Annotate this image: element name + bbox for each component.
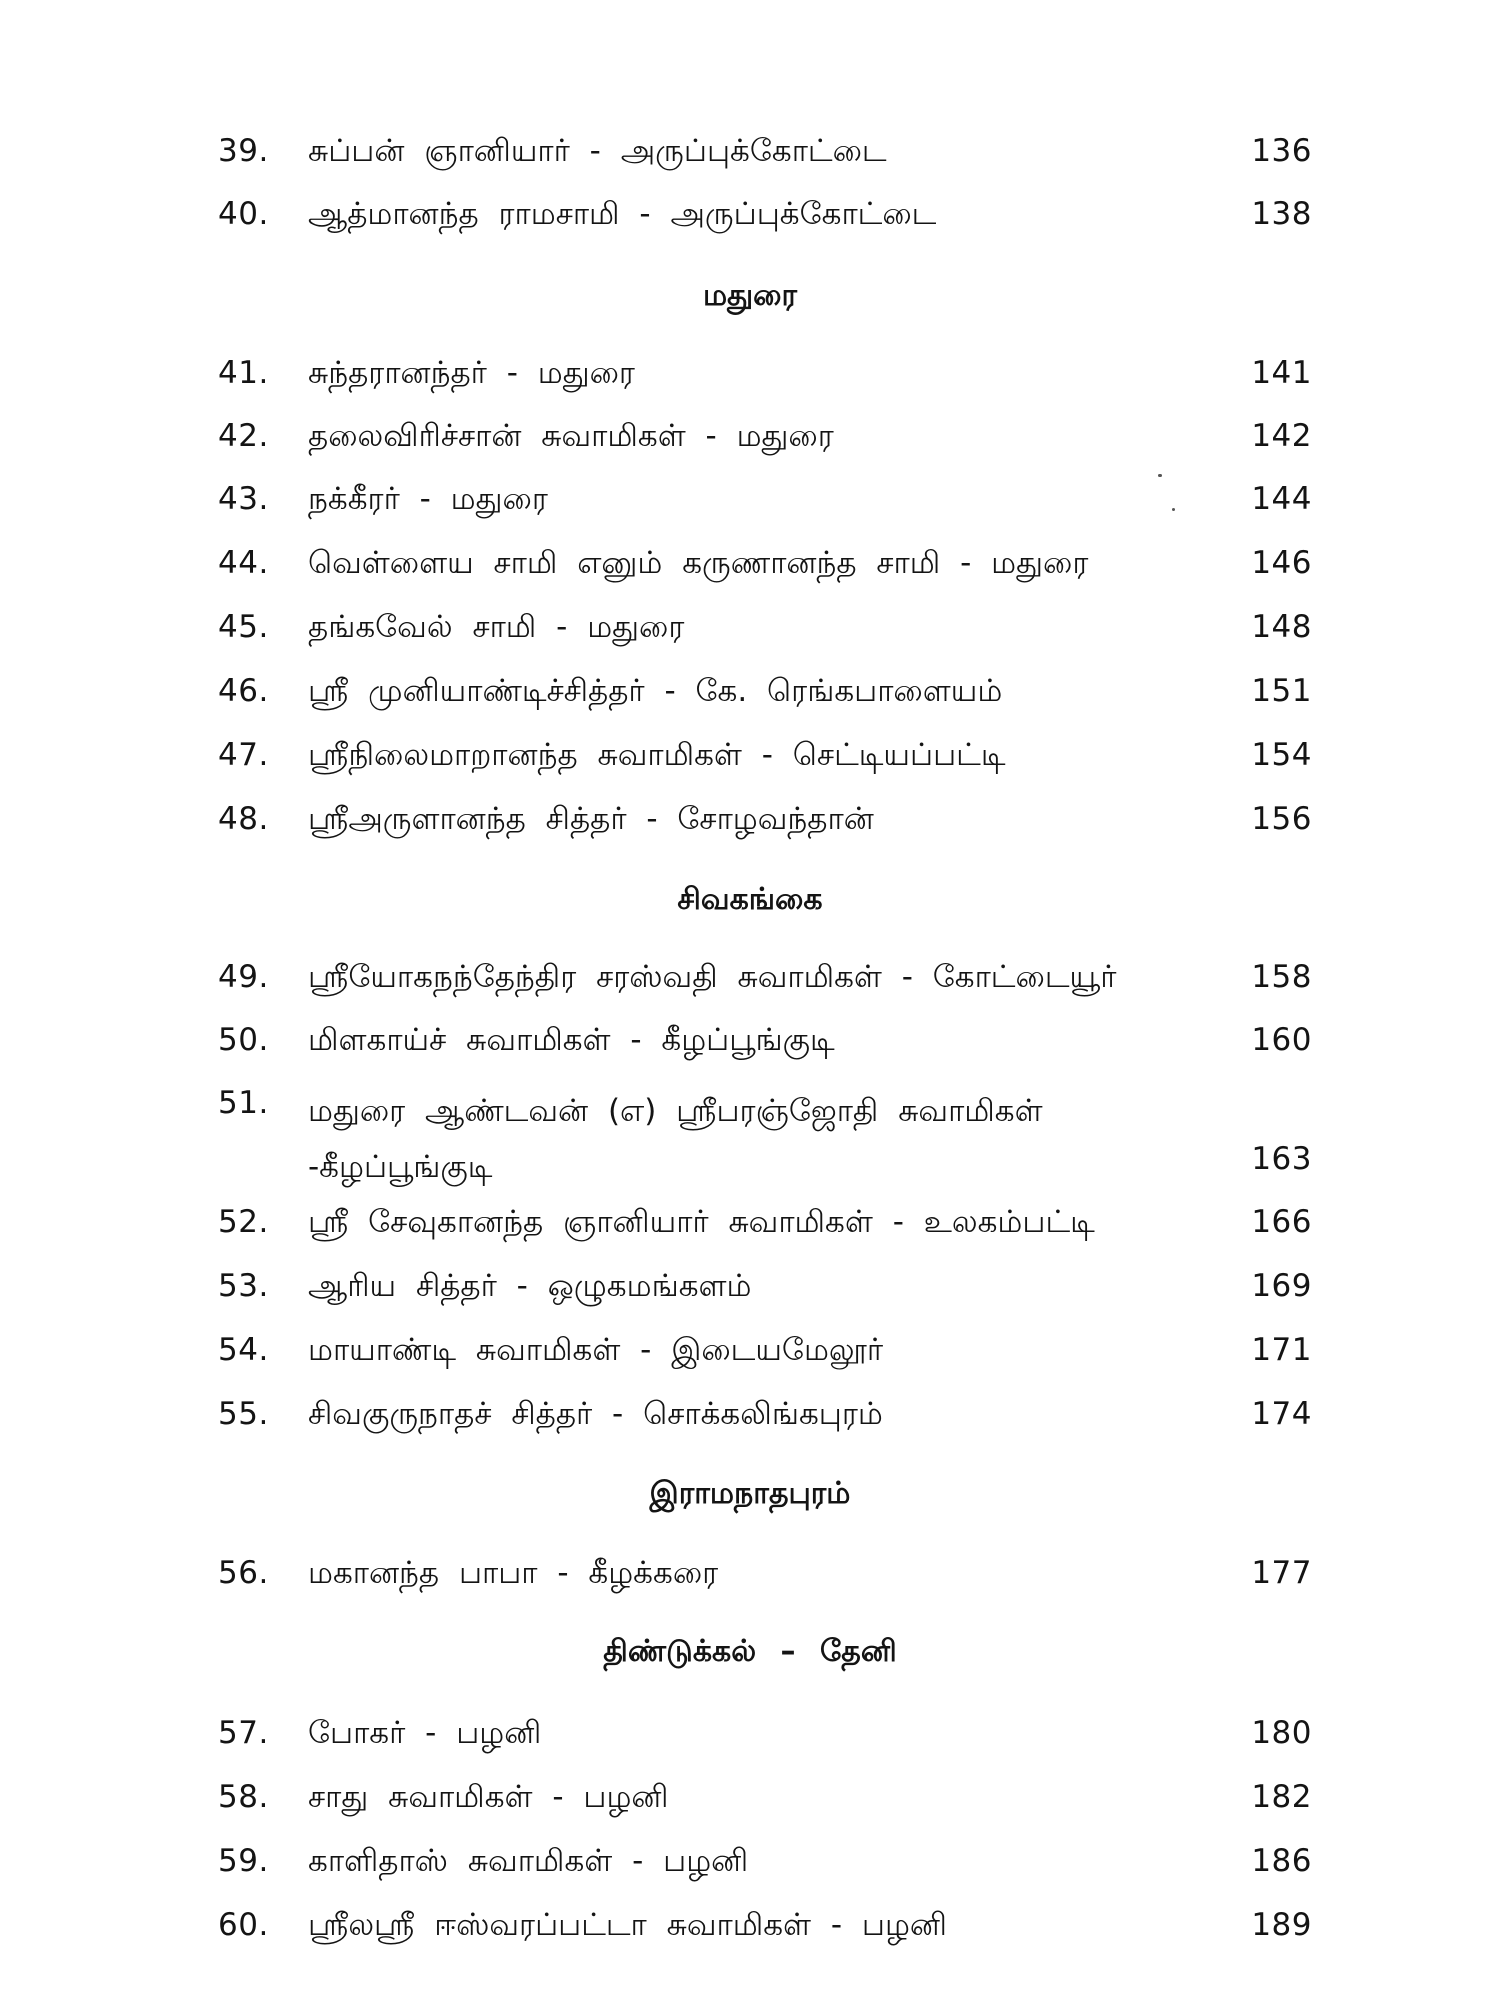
entry-title: மிளகாய்ச் சுவாமிகள் - கீழப்பூங்குடி	[308, 1022, 835, 1058]
entry-page-number: 151	[1251, 673, 1312, 709]
entry-number: 43.	[218, 481, 269, 517]
entry-number: 47.	[218, 737, 269, 773]
entry-page-number: 142	[1251, 418, 1312, 454]
entry-number: 46.	[218, 673, 269, 709]
entry-number: 52.	[218, 1204, 269, 1240]
entry-page-number: 177	[1251, 1555, 1312, 1591]
entry-number: 57.	[218, 1715, 269, 1751]
entry-title: நக்கீரர் - மதுரை	[308, 481, 548, 517]
entry-page-number: 182	[1251, 1779, 1312, 1815]
entry-number: 40.	[218, 196, 269, 232]
entry-number: 39.	[218, 133, 269, 169]
section-heading: இராமநாதபுரம்	[649, 1476, 851, 1511]
entry-number: 51.	[218, 1085, 269, 1121]
entry-number: 55.	[218, 1396, 269, 1432]
entry-page-number: 138	[1251, 196, 1312, 232]
entry-page-number: 148	[1251, 609, 1312, 645]
entry-title: ஸ்ரீ சேவுகானந்த ஞானியார் சுவாமிகள் - உலகம்பட்டி	[308, 1204, 1095, 1240]
entry-page-number: 166	[1251, 1204, 1312, 1240]
entry-title: தலைவிரிச்சான் சுவாமிகள் - மதுரை	[308, 418, 834, 454]
entry-page-number: 156	[1251, 801, 1312, 837]
entry-title: மகானந்த பாபா - கீழக்கரை	[308, 1555, 719, 1591]
entry-title: ஸ்ரீ முனியாண்டிச்சித்தர் - கே. ரெங்கபாளையம்	[308, 673, 1003, 709]
entry-number: 54.	[218, 1332, 269, 1368]
entry-title: போகர் - பழனி	[308, 1715, 542, 1751]
entry-number: 45.	[218, 609, 269, 645]
entry-page-number: 160	[1251, 1022, 1312, 1058]
entry-number: 42.	[218, 418, 269, 454]
entry-number: 58.	[218, 1779, 269, 1815]
section-heading: திண்டுக்கல் – தேனி	[603, 1634, 897, 1669]
entry-number: 56.	[218, 1555, 269, 1591]
entry-number: 59.	[218, 1843, 269, 1879]
entry-page-number: 163	[1251, 1141, 1312, 1177]
entry-title: மாயாண்டி சுவாமிகள் - இடையமேலூர்	[308, 1332, 884, 1368]
entry-title: தங்கவேல் சாமி - மதுரை	[308, 609, 685, 645]
entry-page-number: 144	[1251, 481, 1312, 517]
entry-page-number: 186	[1251, 1843, 1312, 1879]
entry-title: ஸ்ரீஅருளானந்த சித்தர் - சோழவந்தான்	[308, 801, 874, 837]
section-heading: சிவகங்கை	[677, 882, 823, 917]
entry-number: 60.	[218, 1907, 269, 1943]
entry-page-number: 169	[1251, 1268, 1312, 1304]
scan-speck	[1158, 474, 1162, 477]
entry-title: ஸ்ரீலஸ்ரீ ஈஸ்வரப்பட்டா சுவாமிகள் - பழனி	[308, 1907, 948, 1943]
entry-title: சிவகுருநாதச் சித்தர் - சொக்கலிங்கபுரம்	[308, 1396, 883, 1432]
entry-title: ஆரிய சித்தர் - ஒழுகமங்களம்	[308, 1268, 752, 1304]
entry-number: 50.	[218, 1022, 269, 1058]
entry-page-number: 136	[1251, 133, 1312, 169]
entry-title: வெள்ளைய சாமி எனும் கருணானந்த சாமி - மதுரை	[308, 545, 1089, 581]
entry-number: 48.	[218, 801, 269, 837]
entry-page-number: 154	[1251, 737, 1312, 773]
entry-number: 53.	[218, 1268, 269, 1304]
entry-title: ஸ்ரீயோகநந்தேந்திர சரஸ்வதி சுவாமிகள் - கோட்டையூர்	[308, 959, 1117, 995]
entry-title: சாது சுவாமிகள் - பழனி	[308, 1779, 669, 1815]
entry-title: ஸ்ரீநிலைமாறானந்த சுவாமிகள் - செட்டியப்பட்டி	[308, 737, 1006, 773]
entry-number: 49.	[218, 959, 269, 995]
entry-page-number: 146	[1251, 545, 1312, 581]
entry-page-number: 158	[1251, 959, 1312, 995]
entry-title: காளிதாஸ் சுவாமிகள் - பழனி	[308, 1843, 749, 1879]
entry-title: சுப்பன் ஞானியார் - அருப்புக்கோட்டை	[308, 133, 887, 169]
entry-page-number: 141	[1251, 355, 1312, 391]
entry-title: மதுரை ஆண்டவன் (எ) ஸ்ரீபரஞ்ஜோதி சுவாமிகள் -கீழப்பூங்குடி	[308, 1093, 1043, 1185]
section-heading: மதுரை	[702, 278, 798, 313]
entry-page-number: 180	[1251, 1715, 1312, 1751]
scan-speck	[1172, 508, 1175, 511]
entry-number: 41.	[218, 355, 269, 391]
entry-title: ஆத்மானந்த ராமசாமி - அருப்புக்கோட்டை	[308, 196, 937, 232]
entry-number: 44.	[218, 545, 269, 581]
entry-page-number: 174	[1251, 1396, 1312, 1432]
entry-page-number: 171	[1251, 1332, 1312, 1368]
entry-title: சுந்தரானந்தர் - மதுரை	[308, 355, 635, 391]
entry-page-number: 189	[1251, 1907, 1312, 1943]
